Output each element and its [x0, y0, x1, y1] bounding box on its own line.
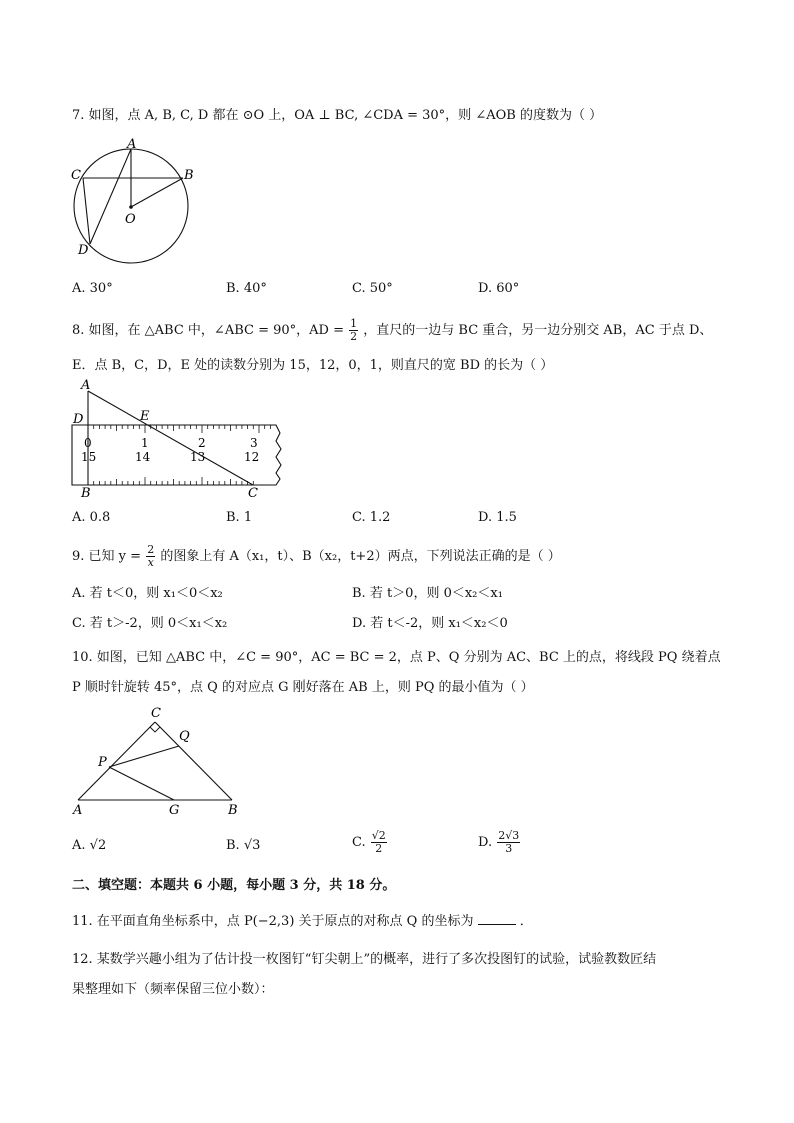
q10-option-c[interactable]	[352, 830, 388, 855]
ruler-top-2: 2	[198, 436, 206, 450]
label-D: D	[78, 243, 89, 258]
q8-stem-post: ，直尺的一边与 BC 重合，另一边分别交 AB，AC 于点 D、	[363, 323, 713, 338]
option-value: √2	[89, 838, 107, 853]
q11-stem	[72, 910, 533, 929]
ruler-bottom-15: 15	[81, 450, 97, 464]
q9-frac-den: x	[147, 556, 154, 569]
q10-option-a[interactable]	[72, 838, 106, 853]
q10-stem-line1: 10. 如图，已知 △ABC 中，∠C = 90°，AC = BC = 2，点 P、Q 分别为 AC、BC 上的点，将线段 PQ 绕着点	[72, 650, 721, 665]
q12-stem-line2: 果整理如下（频率保留三位小数）：	[72, 982, 274, 997]
q8-option-c[interactable]: C. 1.2	[352, 510, 391, 525]
q7-stem: 7. 如图，点 A, B, C, D 都在 ⊙O 上，OA ⊥ BC, ∠CDA = 30°，则 ∠AOB 的度数为（ ）	[72, 108, 603, 123]
q9-stem-pre: 9. 已知 y =	[72, 549, 142, 564]
label-C: C	[71, 168, 81, 183]
q9-option-b[interactable]: B. 若 t＞0，则 0＜x₂＜x₁	[352, 586, 503, 601]
q9-fraction	[146, 544, 155, 569]
q7-option-b[interactable]: B. 40°	[226, 281, 267, 296]
q8-stem-line2: E．点 B，C，D，E 处的读数分别为 15，12，0，1，则直尺的宽 BD 的长为（ ）	[72, 358, 554, 373]
section-heading: 二、填空题：本题共 6 小题，每小题 3 分，共 18 分。	[72, 878, 396, 893]
q9-option-c[interactable]: C. 若 t＞-2，则 0＜x₁＜x₂	[72, 616, 228, 631]
option-frac-num: 2√3	[498, 829, 520, 842]
label-C: C	[248, 486, 258, 501]
ruler-top-1: 1	[141, 436, 149, 450]
q8-fraction	[349, 318, 358, 343]
label-A: A	[127, 137, 137, 152]
q8-stem-line1	[72, 318, 712, 343]
label-A: A	[73, 803, 83, 818]
label-Q: Q	[179, 729, 190, 744]
option-fraction	[371, 830, 387, 855]
option-frac-den: 3	[505, 842, 513, 855]
ruler-bottom-14: 14	[135, 450, 151, 464]
q7-option-c[interactable]: C. 50°	[352, 281, 393, 296]
q7-option-d[interactable]: D. 60°	[478, 281, 520, 296]
q10-triangle-figure	[68, 700, 253, 820]
option-letter: B.	[226, 838, 240, 853]
q10-stem-line2: P 顺时针旋转 45°，点 Q 的对应点 G 刚好落在 AB 上，则 PQ 的最小值为（ ）	[72, 680, 534, 695]
label-P: P	[98, 755, 107, 770]
q8-option-b[interactable]: B. 1	[226, 510, 253, 525]
label-D: D	[73, 412, 84, 427]
q8-option-a[interactable]: A. 0.8	[72, 510, 111, 525]
q9-option-a[interactable]: A. 若 t＜0，则 x₁＜0＜x₂	[72, 586, 223, 601]
q9-frac-num: 2	[147, 543, 155, 556]
q8-option-d[interactable]: D. 1.5	[478, 510, 517, 525]
q11-stem-pre: 11. 在平面直角坐标系中，点 P(−2,3) 关于原点的对称点 Q 的坐标为	[72, 914, 474, 929]
q8-stem-pre: 8. 如图，在 △ABC 中，∠ABC = 90°，AD =	[72, 323, 344, 338]
option-frac-num: √2	[371, 829, 386, 842]
q8-frac-den: 2	[350, 330, 358, 343]
label-B: B	[228, 803, 238, 818]
option-letter: C.	[352, 835, 366, 850]
q11-answer-blank[interactable]	[478, 912, 516, 925]
option-frac-den: 2	[375, 842, 383, 855]
q7-option-a[interactable]: A. 30°	[72, 281, 113, 296]
ruler-top-3: 3	[250, 436, 258, 450]
q8-ruler-figure	[68, 375, 288, 501]
label-G: G	[169, 803, 180, 818]
q10-option-b[interactable]	[226, 838, 260, 853]
q9-option-d[interactable]: D. 若 t＜-2，则 x₁＜x₂＜0	[352, 616, 508, 631]
option-letter: D.	[478, 835, 493, 850]
label-B: B	[81, 486, 91, 501]
ruler-bottom-12: 12	[244, 450, 260, 464]
q9-stem	[72, 544, 561, 569]
label-B: B	[184, 168, 194, 183]
option-fraction	[497, 830, 520, 855]
label-C: C	[151, 706, 161, 721]
q8-frac-num: 1	[350, 317, 358, 330]
q10-option-d[interactable]	[478, 830, 521, 855]
q7-circle-figure	[66, 136, 206, 270]
q11-stem-post: ．	[519, 914, 533, 929]
option-letter: A.	[72, 838, 86, 853]
label-A: A	[81, 378, 91, 393]
label-E: E	[140, 409, 150, 424]
q12-stem-line1: 12. 某数学兴趣小组为了估计投一枚图钉“钉尖朝上”的概率，进行了多次投图钉的试验，试验教数匠结	[72, 952, 657, 967]
label-O: O	[125, 212, 136, 227]
q9-stem-post: 的图象上有 A（x₁，t）、B（x₂，t+2）两点，下列说法正确的是（ ）	[160, 549, 561, 564]
ruler-bottom-13: 13	[190, 450, 206, 464]
option-value: √3	[243, 838, 261, 853]
ruler-top-0: 0	[84, 436, 92, 450]
